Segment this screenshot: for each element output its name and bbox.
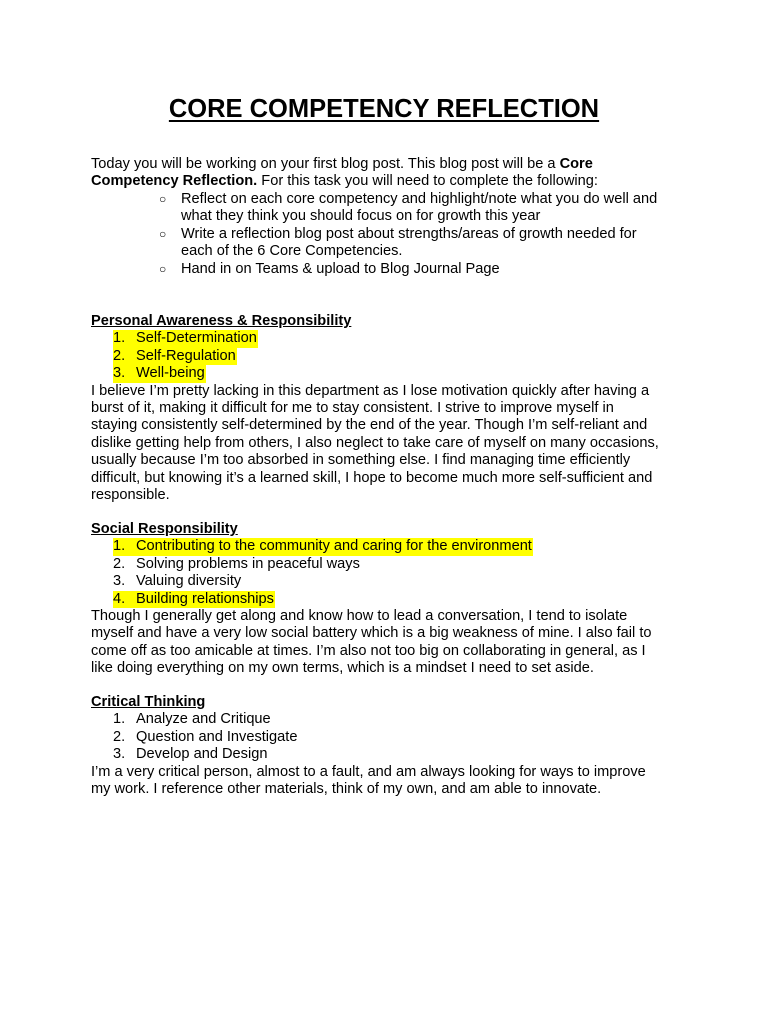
list-item-text: Building relationships [136,590,274,607]
paragraph-line: burst of it, making it difficult for me to stay consistent. I strive to improve myself in [91,399,614,416]
bullet-item [159,226,699,261]
bullet-item [159,261,699,278]
bullet-line: Hand in on Teams & upload to Blog Journal Page [181,260,500,277]
hollow-bullet-icon: ○ [159,261,167,276]
paragraph-line: responsible. [91,486,170,503]
competency-list [91,330,691,382]
list-item-text: Self-Determination [136,330,257,347]
highlight [113,591,275,608]
section-heading: Critical Thinking [91,694,206,710]
competency-list [91,711,691,763]
list-item [113,556,691,573]
list-number: 1. [113,711,126,728]
list-item-text: Well-being [136,365,205,382]
highlight [113,348,237,365]
list-item [113,348,691,365]
bullet-line: Reflect on each core competency and highlight/note what you do well and [181,191,658,207]
paragraph-line: myself and have a very low social battery which is a big weakness of mine. I also fail to [91,625,652,642]
intro-bold-text: Competency Reflection. [91,173,258,190]
list-number: 4. [113,590,126,607]
highlight [113,330,258,347]
list-number: 2. [113,347,126,364]
list-item [113,711,691,728]
list-item [113,746,691,763]
paragraph-line: usually because I’m too absorbed in something else. I find managing time efficiently [91,452,631,469]
intro-line-2 [91,173,691,190]
section-personal-awareness [91,313,691,504]
list-number: 1. [113,330,126,347]
list-item-text: Question and Investigate [136,728,298,745]
hollow-bullet-icon: ○ [159,226,167,241]
paragraph-line: difficult, but knowing it’s a learned skill, I hope to become much more self-sufficient and [91,469,653,486]
list-number: 2. [113,728,126,745]
competency-list [91,538,691,608]
section-critical-thinking [91,694,691,798]
paragraph-line: staying consistently self-determined by the end of the year. Though I’m self-reliant and [91,417,648,434]
bullet-line: Write a reflection blog post about strengths/areas of growth needed for [181,225,637,242]
intro-paragraph [91,156,691,191]
section-heading: Social Responsibility [91,521,238,537]
list-item [113,538,691,555]
section-social-responsibility [91,521,691,678]
list-item-text: Develop and Design [136,746,268,763]
paragraph-line: come off as too amicable at times. I’m also not too big on collaborating in general, as I [91,642,646,659]
reflection-paragraph [91,383,691,505]
list-item [113,365,691,382]
list-item-text: Analyze and Critique [136,711,271,728]
paragraph-line: like doing everything on my own terms, which is a mindset I need to set aside. [91,660,594,677]
page-title: CORE COMPETENCY REFLECTION [168,95,600,123]
paragraph-line: I believe I’m pretty lacking in this department as I lose motivation quickly after having a [91,382,650,399]
paragraph-line: my work. I reference other materials, think of my own, and am able to innovate. [91,780,602,797]
bullet-line: what they think you should focus on for growth this year [181,208,541,225]
list-item-text: Contributing to the community and caring for the environment [136,538,532,555]
highlight [113,538,533,555]
bullet-item [159,191,699,226]
intro-text: Today you will be working on your first blog post. This blog post will be a [91,156,560,172]
list-number: 3. [113,573,126,590]
reflection-paragraph [91,608,691,678]
bullet-line: each of the 6 Core Competencies. [181,243,403,260]
section-heading: Personal Awareness & Responsibility [91,313,352,329]
paragraph-line: Though I generally get along and know how to lead a conversation, I tend to isolate [91,607,628,624]
paragraph-line: dislike getting help from others, I also neglect to take care of myself on many occasions, [91,434,659,451]
task-bullet-list [159,191,699,278]
intro-line-1 [91,156,691,173]
list-item-text: Valuing diversity [136,573,242,590]
paragraph-line: I’m a very critical person, almost to a fault, and am always looking for ways to improve [91,763,646,780]
list-item [113,330,691,347]
intro-text: For this task you will need to complete the following: [257,173,598,190]
list-item-text: Self-Regulation [136,347,236,364]
list-item-text: Solving problems in peaceful ways [136,555,360,572]
reflection-paragraph [91,764,691,799]
hollow-bullet-icon: ○ [159,192,167,206]
highlight [113,365,206,382]
list-item [113,573,691,590]
list-number: 1. [113,538,126,555]
list-number: 3. [113,746,126,763]
intro-bold-text: Core [559,156,593,172]
list-item [113,591,691,608]
list-number: 3. [113,365,126,382]
list-number: 2. [113,555,126,572]
list-item [113,729,691,746]
